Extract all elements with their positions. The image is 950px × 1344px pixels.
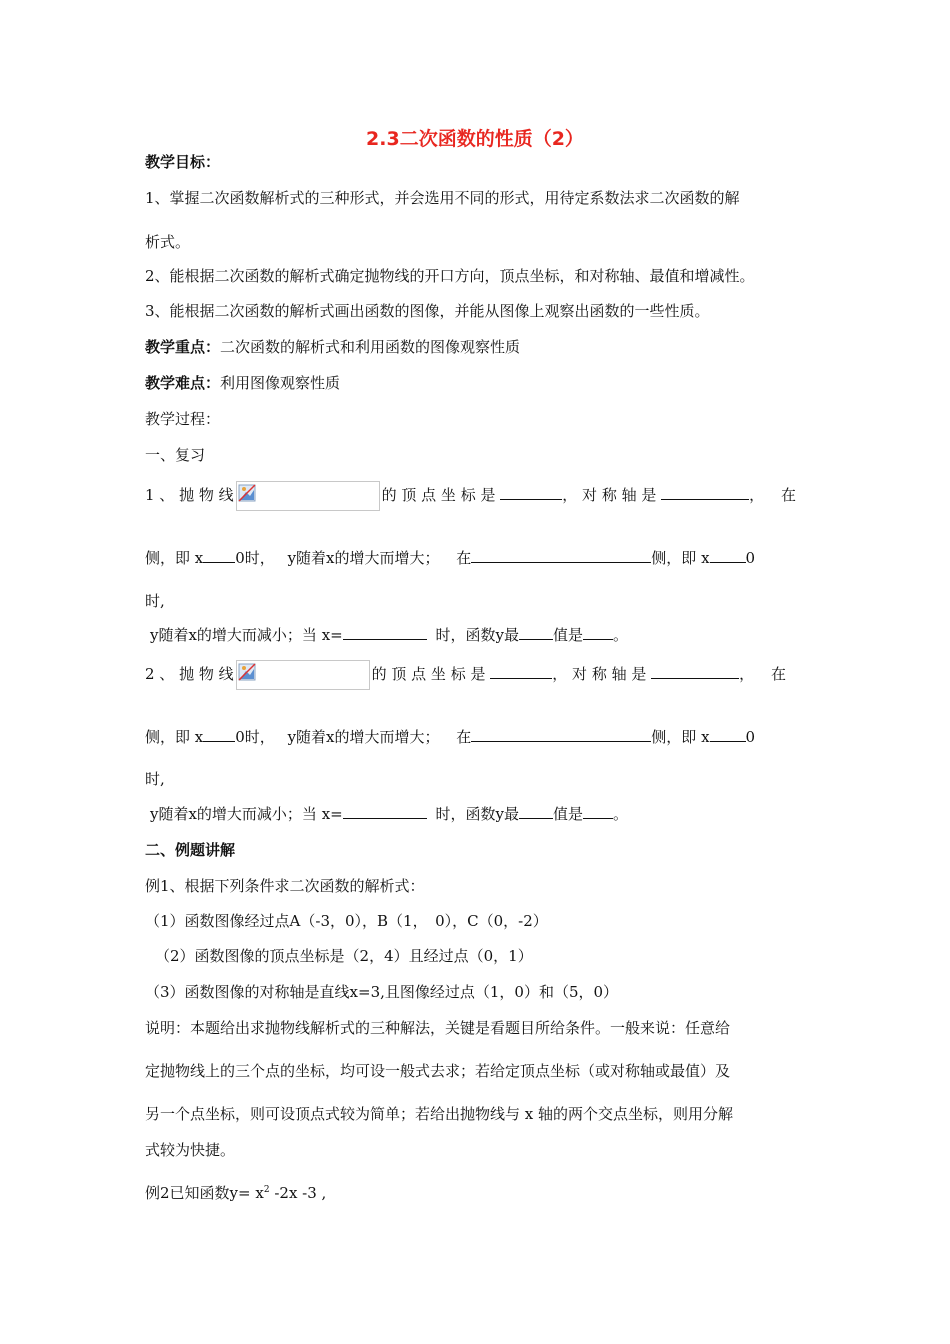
q2-vertex-blank[interactable] (490, 664, 552, 679)
examples-heading: 二、例题讲解 (145, 841, 236, 859)
q2-max-min-blank[interactable] (519, 804, 553, 819)
q1-vertex-text: 的 顶 点 坐 标 是 (381, 486, 496, 504)
condition-1: （1）函数图像经过点A（-3，0），B（1， 0），C（0，-2） (145, 912, 548, 930)
review-q2-line-c: 时, (145, 770, 165, 788)
note-line-3: 另一个点坐标，则可设顶点式较为简单；若给出抛物线与 x 轴的两个交点坐标，则用分解 (145, 1105, 733, 1123)
q2-compare-blank-2[interactable] (710, 727, 746, 742)
review-q1-line-b: 侧，即 x 0时， y随着x的增大而增大； 在 侧，即 x 0 (145, 549, 756, 567)
q2-axis-text: 对 称 轴 是 (572, 665, 647, 683)
q2-compare-blank-1[interactable] (203, 727, 235, 742)
q1-vertex-blank[interactable] (500, 485, 562, 500)
goals-heading: 教学目标： (145, 153, 221, 171)
difficulty-text: 利用图像观察性质 (220, 374, 341, 392)
q1-side-blank[interactable] (471, 548, 651, 563)
note-line-1: 说明：本题给出求抛物线解析式的三种解法，关键是看题目所给条件。一般来说：任意给 (145, 1019, 731, 1037)
q2-value-blank[interactable] (583, 804, 613, 819)
condition-2: （2）函数图像的顶点坐标是（2，4）且经过点（0，1） (155, 947, 533, 965)
q1-value-blank[interactable] (583, 625, 613, 640)
q1-axis-text: 对 称 轴 是 (582, 486, 657, 504)
goal-1-line-b: 析式。 (145, 233, 191, 251)
q1-compare-blank-2[interactable] (710, 548, 746, 563)
broken-image-icon (236, 481, 380, 511)
review-q1-line-d: y随着x的增大而减小；当 x= 时，函数y最 值是 。 (150, 626, 629, 644)
process-heading: 教学过程： (145, 410, 221, 428)
example-2: 例2已知函数$y= x^2$ -2x -3 , (145, 1184, 327, 1202)
focus-label: 教学重点： (145, 338, 221, 356)
q1-axis-blank[interactable] (661, 485, 749, 500)
broken-image-icon (236, 660, 370, 690)
example-1: 例1、根据下列条件求二次函数的解析式： (145, 877, 425, 895)
review-q2-line-b: 侧，即 x 0时， y随着x的增大而增大； 在 侧，即 x 0 (145, 728, 756, 746)
q2-x-blank[interactable] (343, 804, 427, 819)
q1-compare-blank-1[interactable] (203, 548, 235, 563)
q1-prefix: 1 、 抛 物 线 (145, 486, 234, 504)
q1-max-min-blank[interactable] (519, 625, 553, 640)
review-q2-line-a: 2 、 抛 物 线 的 顶 点 坐 标 是 ， 对 称 轴 是 ， 在 (145, 660, 786, 690)
goal-1-line-a: 1、掌握二次函数解析式的三种形式，并会选用不同的形式，用待定系数法求二次函数的解 (145, 189, 740, 207)
page-title: 2.3二次函数的性质（2） (366, 128, 584, 150)
difficulty-label: 教学难点： (145, 374, 221, 392)
goal-2: 2、能根据二次函数的解析式确定抛物线的开口方向，顶点坐标，和对称轴、最值和增减性。 (145, 267, 755, 285)
q2-prefix: 2 、 抛 物 线 (145, 665, 234, 683)
note-line-4: 式较为快捷。 (145, 1141, 236, 1159)
q2-axis-blank[interactable] (651, 664, 739, 679)
note-line-2: 定抛物线上的三个点的坐标，均可设一般式去求；若给定顶点坐标（或对称轴或最值）及 (145, 1062, 731, 1080)
focus-text: 二次函数的解析式和利用函数的图像观察性质 (220, 338, 521, 356)
review-q1-line-c: 时, (145, 592, 165, 610)
condition-3: （3）函数图像的对称轴是直线x=3,且图像经过点（1，0）和（5，0） (145, 983, 619, 1001)
review-q2-line-d: y随着x的增大而减小；当 x= 时，函数y最 值是 。 (150, 805, 629, 823)
goal-3: 3、能根据二次函数的解析式画出函数的图像，并能从图像上观察出函数的一些性质。 (145, 302, 710, 320)
q2-vertex-text: 的 顶 点 坐 标 是 (371, 665, 486, 683)
difficulty-line (145, 373, 340, 393)
review-heading: 一、复习 (145, 446, 206, 464)
focus-line (145, 337, 520, 357)
q1-x-blank[interactable] (343, 625, 427, 640)
q2-side-blank[interactable] (471, 727, 651, 742)
review-q1-line-a: 1 、 抛 物 线 的 顶 点 坐 标 是 ， 对 称 轴 是 ， 在 (145, 481, 796, 511)
